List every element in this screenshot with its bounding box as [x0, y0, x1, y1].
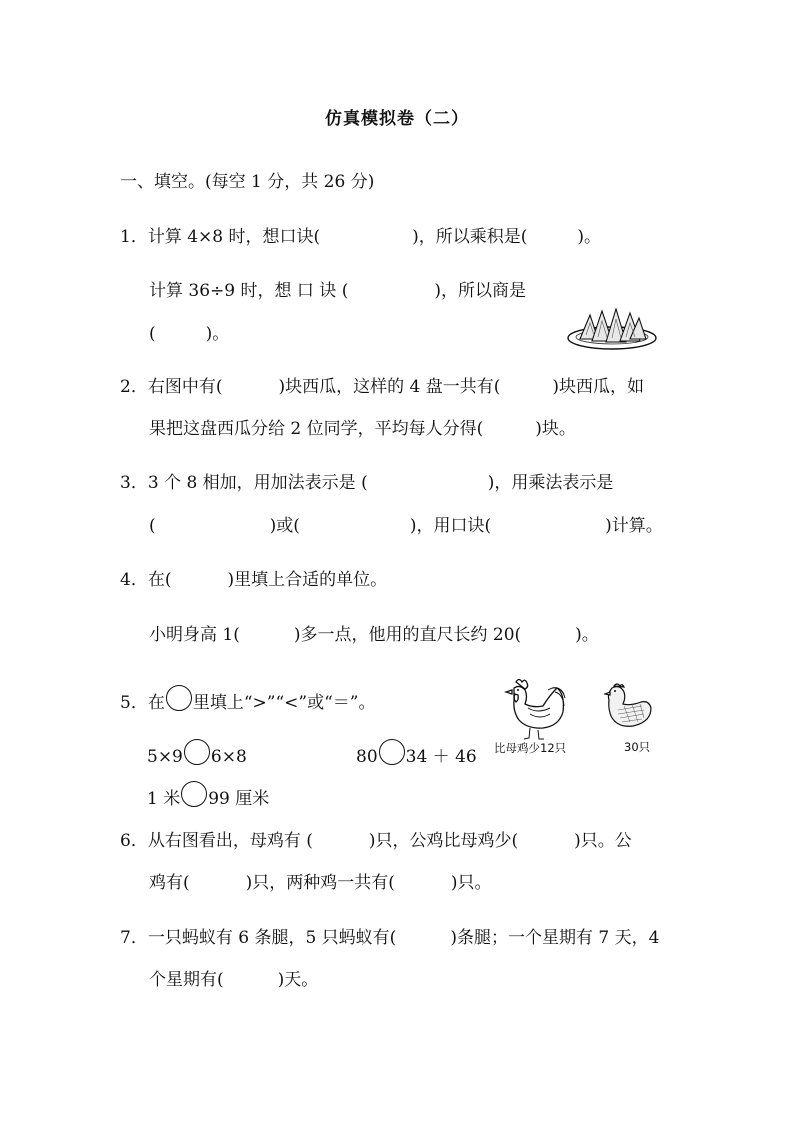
question-text: 个星期有(	[149, 970, 224, 990]
question-text: )里填上合适的单位。	[227, 570, 388, 590]
question-text: (	[149, 324, 156, 344]
question-text: )只，公鸡比母鸡少(	[368, 831, 519, 851]
question-text: 计算 4×8 时，想口诀(	[147, 227, 321, 247]
question-number: 1．	[120, 227, 148, 247]
comparison-2	[356, 739, 477, 768]
question-6-line-2	[149, 872, 492, 894]
comparison-3	[147, 781, 269, 810]
question-text: )条腿；一个星期有 7 天，4	[450, 928, 660, 948]
question-text: 一只蚂蚁有 6 条腿，5 只蚂蚁有(	[147, 928, 397, 948]
section-heading: 一、填空。(每空 1 分，共 26 分)	[120, 172, 375, 192]
question-6-line-1	[120, 830, 632, 852]
rooster-icon	[500, 676, 572, 740]
compare-circle[interactable]	[181, 781, 207, 807]
question-text: 果把这盘西瓜分给 2 位同学，平均每人分得(	[149, 419, 484, 439]
question-4-line-1	[120, 569, 387, 591]
question-text: 小明身高 1(	[149, 625, 240, 645]
question-3-line-2	[149, 515, 663, 537]
question-text: )计算。	[605, 516, 663, 536]
question-text: )只。	[450, 873, 492, 893]
question-text: 在(	[147, 570, 172, 590]
question-text: )，用乘法表示是	[487, 473, 614, 493]
question-text: 右图中有(	[147, 377, 223, 397]
question-text: 计算 36÷9 时，想 口 诀 (	[149, 281, 349, 301]
question-text: 鸡有(	[149, 873, 190, 893]
question-text: )块西瓜，如	[552, 377, 644, 397]
question-text: )，所以商是	[434, 281, 526, 301]
expression-right: 6×8	[210, 747, 247, 767]
question-3-line-1	[120, 472, 613, 494]
question-text: )块西瓜，这样的 4 盘一共有(	[278, 377, 501, 397]
rooster-caption: 比母鸡少12只	[494, 741, 567, 755]
expression-left: 80	[356, 747, 378, 767]
question-text: )。	[205, 324, 230, 344]
compare-circle[interactable]	[379, 739, 405, 765]
expression-left: 1 米	[147, 789, 181, 809]
hen-icon	[604, 680, 654, 732]
question-text: )天。	[277, 970, 319, 990]
question-text: )多一点，他用的直尺长约 20(	[293, 625, 522, 645]
question-number: 7．	[120, 928, 148, 948]
question-text: )只。公	[574, 831, 632, 851]
question-text: 里填上“>”“<”或“＝”。	[192, 693, 376, 713]
question-1-line-2	[149, 280, 526, 302]
question-text: 3 个 8 相加，用加法表示是 (	[147, 473, 368, 493]
expression-right: 99 厘米	[208, 789, 270, 809]
compare-circle	[166, 685, 192, 711]
comparison-1	[147, 739, 247, 768]
question-text: )块。	[535, 419, 576, 439]
question-text: )，所以乘积是(	[412, 227, 528, 247]
question-number: 5．	[120, 693, 148, 713]
question-text: )，用口诀(	[409, 516, 492, 536]
question-1-line-3	[149, 323, 229, 345]
question-text: )。	[577, 227, 602, 247]
question-text: 从右图看出，母鸡有 (	[147, 831, 313, 851]
question-7-line-1	[120, 927, 659, 949]
question-number: 2．	[120, 377, 148, 397]
question-2-line-2	[149, 418, 576, 440]
hen-caption: 30只	[624, 740, 651, 754]
question-text: 在	[147, 693, 165, 713]
question-1-line-1	[120, 226, 601, 248]
compare-circle[interactable]	[184, 739, 210, 765]
question-2-line-1	[120, 376, 644, 398]
question-number: 3．	[120, 473, 148, 493]
question-number: 6．	[120, 831, 148, 851]
question-text: (	[149, 516, 156, 536]
watermelon-plate-icon	[566, 305, 658, 351]
question-text: )。	[575, 625, 599, 645]
question-5-line-1	[120, 685, 375, 714]
question-7-line-2	[149, 969, 318, 991]
question-text: )或(	[269, 516, 300, 536]
expression-right: 34 ＋ 46	[405, 747, 477, 767]
page-title: 仿真模拟卷（二）	[325, 109, 469, 129]
question-4-line-2	[149, 624, 599, 646]
expression-left: 5×9	[147, 747, 183, 767]
question-number: 4．	[120, 570, 148, 590]
question-text: )只，两种鸡一共有(	[245, 873, 395, 893]
